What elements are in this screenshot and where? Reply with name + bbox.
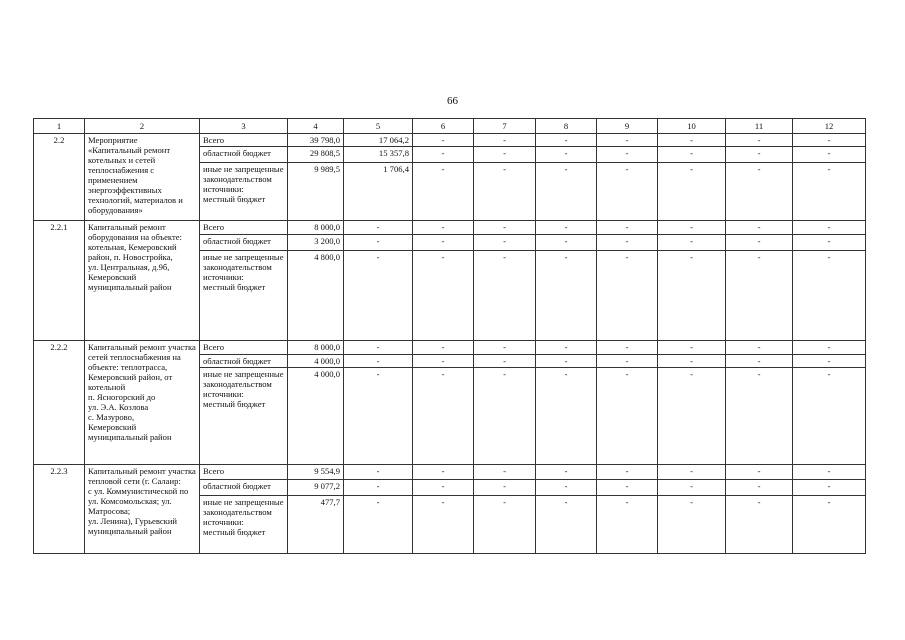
funding-source: иные не запрещенные законодательством источники: местный бюджет (200, 496, 288, 554)
amount-cell: - (413, 235, 474, 251)
amount-cell: - (413, 251, 474, 341)
amount-year-1: - (344, 341, 413, 355)
amount-cell: - (413, 480, 474, 496)
amount-cell: - (597, 465, 658, 480)
header-cell: 3 (200, 119, 288, 134)
amount-cell: - (597, 496, 658, 554)
amount-total: 29 808,5 (288, 147, 344, 163)
amount-cell: - (793, 147, 866, 163)
amount-cell: - (413, 465, 474, 480)
amount-total: 9 989,5 (288, 163, 344, 221)
table-row (34, 221, 866, 235)
row-number: 2.2.2 (34, 341, 85, 465)
amount-cell: - (658, 341, 726, 355)
amount-year-1: - (344, 251, 413, 341)
amount-cell: - (658, 147, 726, 163)
amount-year-1: 1 706,4 (344, 163, 413, 221)
amount-cell: - (474, 341, 536, 355)
amount-year-1: - (344, 368, 413, 465)
amount-cell: - (726, 221, 793, 235)
funding-source: иные не запрещенные законодательством источники: местный бюджет (200, 163, 288, 221)
amount-cell: - (726, 496, 793, 554)
page-number: 66 (447, 95, 458, 107)
amount-cell: - (597, 221, 658, 235)
amount-cell: - (793, 368, 866, 465)
amount-cell: - (474, 496, 536, 554)
amount-cell: - (474, 134, 536, 147)
activity-name: Мероприятие «Капитальный ремонт котельных и сетей теплоснабжения с применением энергоэффективных технологий, материалов и оборудования» (85, 134, 200, 221)
funding-source: иные не запрещенные законодательством источники: местный бюджет (200, 368, 288, 465)
amount-cell: - (474, 465, 536, 480)
amount-cell: - (474, 221, 536, 235)
amount-cell: - (793, 235, 866, 251)
amount-cell: - (413, 355, 474, 368)
amount-cell: - (726, 251, 793, 341)
header-cell: 4 (288, 119, 344, 134)
amount-cell: - (413, 163, 474, 221)
amount-cell: - (536, 221, 597, 235)
activity-name: Капитальный ремонт оборудования на объекте: котельная, Кемеровский район, п. Новостройка, ул. Центральная, д.9б, Кемеровский муниципальный район (85, 221, 200, 341)
amount-cell: - (413, 496, 474, 554)
amount-cell: - (726, 355, 793, 368)
header-cell: 1 (34, 119, 85, 134)
table-row (34, 341, 866, 355)
amount-cell: - (658, 221, 726, 235)
funding-source: областной бюджет (200, 355, 288, 368)
amount-cell: - (793, 251, 866, 341)
amount-cell: - (474, 355, 536, 368)
row-number: 2.2.3 (34, 465, 85, 554)
amount-total: 4 800,0 (288, 251, 344, 341)
amount-total: 4 000,0 (288, 368, 344, 465)
amount-cell: - (597, 235, 658, 251)
amount-cell: - (474, 480, 536, 496)
amount-cell: - (726, 235, 793, 251)
amount-cell: - (474, 368, 536, 465)
amount-cell: - (536, 163, 597, 221)
amount-cell: - (793, 134, 866, 147)
funding-source: Всего (200, 465, 288, 480)
amount-cell: - (726, 341, 793, 355)
amount-cell: - (793, 480, 866, 496)
amount-total: 4 000,0 (288, 355, 344, 368)
funding-source: иные не запрещенные законодательством источники: местный бюджет (200, 251, 288, 341)
amount-cell: - (536, 355, 597, 368)
amount-cell: - (793, 465, 866, 480)
amount-cell: - (536, 235, 597, 251)
amount-total: 477,7 (288, 496, 344, 554)
amount-total: 39 798,0 (288, 134, 344, 147)
amount-cell: - (597, 251, 658, 341)
header-cell: 9 (597, 119, 658, 134)
amount-cell: - (658, 251, 726, 341)
amount-cell: - (413, 221, 474, 235)
amount-cell: - (726, 163, 793, 221)
amount-total: 9 077,2 (288, 480, 344, 496)
amount-cell: - (726, 134, 793, 147)
amount-cell: - (474, 235, 536, 251)
amount-cell: - (597, 341, 658, 355)
amount-cell: - (658, 480, 726, 496)
header-cell: 8 (536, 119, 597, 134)
funding-source: Всего (200, 221, 288, 235)
amount-cell: - (793, 496, 866, 554)
amount-cell: - (658, 235, 726, 251)
amount-cell: - (536, 251, 597, 341)
amount-cell: - (474, 251, 536, 341)
funding-source: областной бюджет (200, 235, 288, 251)
amount-cell: - (793, 355, 866, 368)
amount-cell: - (597, 355, 658, 368)
amount-cell: - (536, 496, 597, 554)
funding-source: областной бюджет (200, 147, 288, 163)
amount-total: 9 554,9 (288, 465, 344, 480)
amount-cell: - (536, 147, 597, 163)
amount-cell: - (658, 355, 726, 368)
amount-cell: - (536, 341, 597, 355)
amount-cell: - (413, 147, 474, 163)
funding-source: Всего (200, 134, 288, 147)
amount-cell: - (793, 221, 866, 235)
table-header-row (34, 119, 866, 134)
amount-cell: - (793, 163, 866, 221)
amount-cell: - (474, 147, 536, 163)
amount-cell: - (536, 134, 597, 147)
amount-cell: - (536, 480, 597, 496)
activity-name: Капитальный ремонт участка сетей теплоснабжения на объекте: теплотрасса, Кемеровский район, от котельной п. Ясногорский до ул. Э.А. Козлова с. Мазурово, Кемеровский муниципальный район (85, 341, 200, 465)
amount-year-1: - (344, 235, 413, 251)
amount-cell: - (474, 163, 536, 221)
funding-source: Всего (200, 341, 288, 355)
header-cell: 6 (413, 119, 474, 134)
activity-name: Капитальный ремонт участка тепловой сети (г. Салаир: с ул. Коммунистической по ул. Комсомольская; ул. Матросова; ул. Ленина), Гурьевский муниципальный район (85, 465, 200, 554)
amount-total: 3 200,0 (288, 235, 344, 251)
amount-cell: - (597, 368, 658, 465)
table-body (34, 119, 866, 554)
amount-year-1: 17 064,2 (344, 134, 413, 147)
amount-cell: - (658, 496, 726, 554)
header-cell: 2 (85, 119, 200, 134)
funding-source: областной бюджет (200, 480, 288, 496)
header-cell: 12 (793, 119, 866, 134)
row-number: 2.2 (34, 134, 85, 221)
amount-cell: - (597, 163, 658, 221)
header-cell: 5 (344, 119, 413, 134)
amount-cell: - (726, 147, 793, 163)
amount-cell: - (413, 134, 474, 147)
amount-total: 8 000,0 (288, 221, 344, 235)
table-row (34, 134, 866, 147)
amount-cell: - (658, 465, 726, 480)
amount-cell: - (793, 341, 866, 355)
amount-cell: - (597, 147, 658, 163)
table-row (34, 465, 866, 480)
amount-year-1: 15 357,8 (344, 147, 413, 163)
amount-cell: - (726, 368, 793, 465)
header-cell: 11 (726, 119, 793, 134)
amount-year-1: - (344, 465, 413, 480)
amount-year-1: - (344, 221, 413, 235)
amount-total: 8 000,0 (288, 341, 344, 355)
header-cell: 10 (658, 119, 726, 134)
amount-cell: - (726, 465, 793, 480)
header-cell: 7 (474, 119, 536, 134)
amount-cell: - (726, 480, 793, 496)
amount-cell: - (597, 480, 658, 496)
amount-cell: - (536, 368, 597, 465)
amount-cell: - (597, 134, 658, 147)
amount-cell: - (413, 341, 474, 355)
amount-year-1: - (344, 480, 413, 496)
amount-cell: - (536, 465, 597, 480)
amount-cell: - (658, 163, 726, 221)
amount-year-1: - (344, 355, 413, 368)
budget-table (33, 118, 866, 554)
amount-cell: - (658, 134, 726, 147)
amount-cell: - (658, 368, 726, 465)
amount-cell: - (413, 368, 474, 465)
amount-year-1: - (344, 496, 413, 554)
row-number: 2.2.1 (34, 221, 85, 341)
